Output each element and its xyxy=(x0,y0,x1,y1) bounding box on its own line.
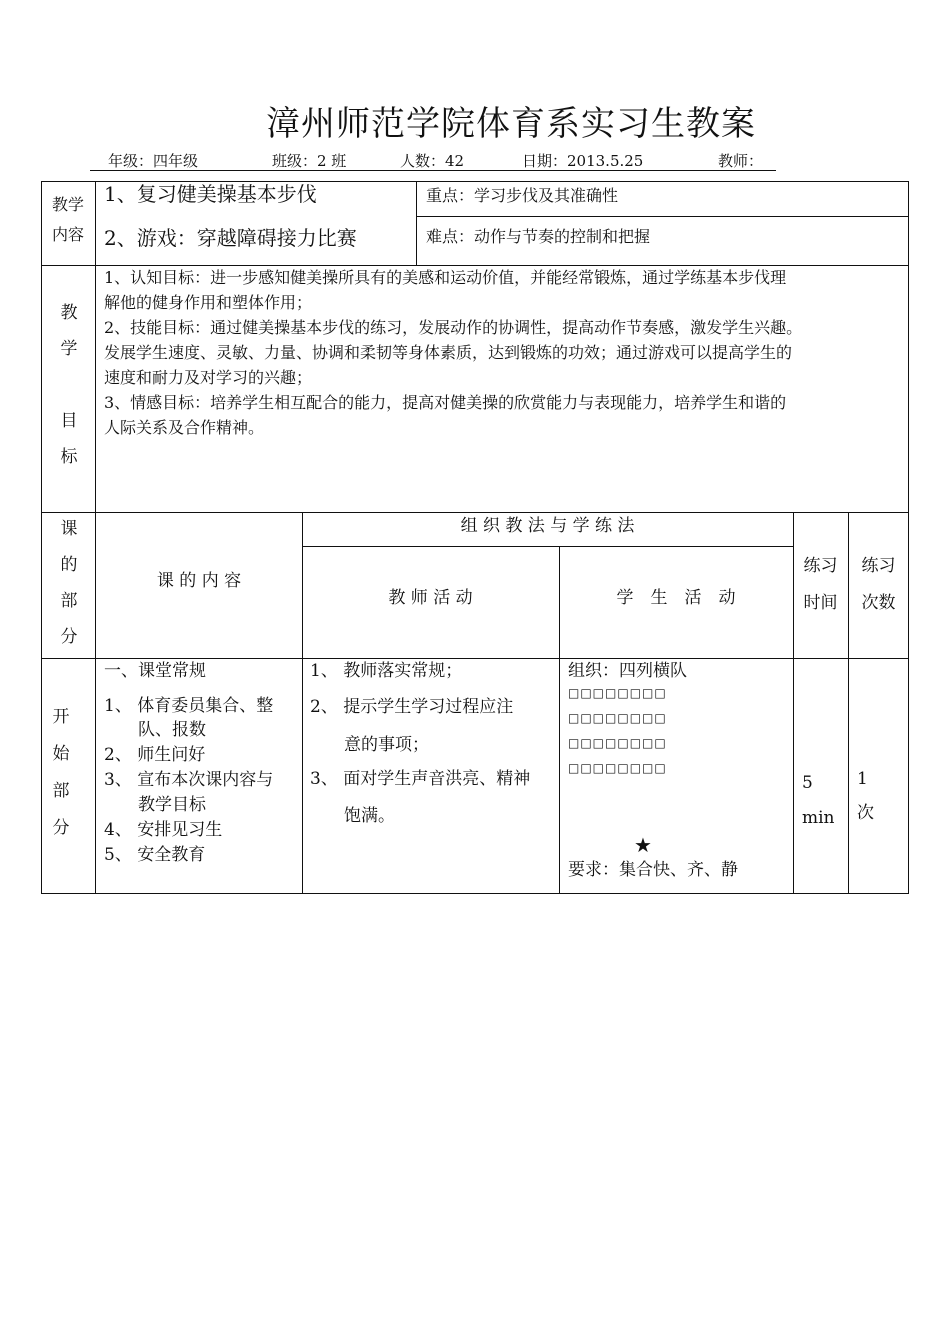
formation-grid xyxy=(568,681,667,781)
part-header-label: 课 的 部 分 xyxy=(60,519,78,647)
content-item-2: 2、游戏：穿越障碍接力比赛 xyxy=(104,226,357,250)
table-column-divider xyxy=(416,181,417,265)
date-info: 日期：2013.5.25 xyxy=(522,152,644,170)
goal-line: 3、情感目标：培养学生相互配合的能力，提高对健美操的欣赏能力与表现能力，培养学生和谐的 xyxy=(104,393,787,412)
routine-item: 5、 安全教育 xyxy=(104,845,206,865)
formation-row: □□□□□□□□ xyxy=(568,761,667,775)
teacher-position-star: ★ xyxy=(634,833,652,857)
table-column-divider xyxy=(95,181,96,894)
student-requirement: 要求：集合快、齐、静 xyxy=(568,860,738,880)
goals-label: 教 学 目 标 xyxy=(60,303,78,467)
goals-text xyxy=(104,265,904,440)
page-title: 漳州师范学院体育系实习生教案 xyxy=(266,104,756,144)
goal-line: 人际关系及合作精神。 xyxy=(104,418,265,437)
table-row-divider xyxy=(41,512,909,513)
routine-item: 1、 体育委员集合、整 xyxy=(104,696,274,716)
routine-item: 教学目标 xyxy=(104,795,206,815)
routine-item: 队、报数 xyxy=(104,720,206,740)
practice-time-header: 练习 时间 xyxy=(803,556,838,613)
formation-row: □□□□□□□□ xyxy=(568,711,667,725)
routine-item: 3、 宣布本次课内容与 xyxy=(104,770,274,790)
start-part-label: 开 始 部 分 xyxy=(52,707,70,838)
info-line xyxy=(90,150,776,171)
table-row-divider xyxy=(302,546,793,547)
practice-time-value: 5 min xyxy=(802,773,835,828)
goal-line: 2、技能目标：通过健美操基本步伐的练习，发展动作的协调性，提高动作节奏感，激发学生兴趣。 xyxy=(104,318,803,337)
routine-item: 2、 师生问好 xyxy=(104,745,206,765)
practice-count-value: 1 次 xyxy=(857,769,874,823)
routine-heading: 一、课堂常规 xyxy=(104,661,206,681)
formation-row: □□□□□□□□ xyxy=(568,736,667,750)
class-info: 班级：2 班 xyxy=(272,152,347,170)
table-column-divider xyxy=(302,512,303,894)
teacher-activity-header: 教 师 活 动 xyxy=(388,588,473,608)
teacher-activity-item: 1、 教师落实常规； xyxy=(310,661,463,681)
teacher-info: 教师： xyxy=(718,152,764,170)
goal-line: 发展学生速度、灵敏、力量、协调和柔韧等身体素质，达到锻炼的功效；通过游戏可以提高学生的 xyxy=(104,343,793,362)
content-header: 课 的 内 容 xyxy=(156,571,242,591)
routine-item: 4、 安排见习生 xyxy=(104,820,223,840)
formation-row: □□□□□□□□ xyxy=(568,686,667,700)
difficulty-point: 难点：动作与节奏的控制和把握 xyxy=(426,227,651,246)
key-point: 重点：学习步伐及其准确性 xyxy=(426,186,619,205)
content-label: 教学 内容 xyxy=(51,195,84,244)
content-item-1: 1、复习健美操基本步伐 xyxy=(104,182,317,206)
teacher-activity-item: 2、 提示学生学习过程应注 xyxy=(310,697,514,717)
table-row-divider xyxy=(416,216,909,217)
methods-header: 组 织 教 法 与 学 练 法 xyxy=(460,516,635,536)
teacher-activity-item: 意的事项； xyxy=(310,735,429,755)
teacher-activity-item: 3、 面对学生声音洪亮、精神 xyxy=(310,769,531,789)
teacher-activity-item: 饱满。 xyxy=(310,806,395,826)
student-organization: 组织：四列横队 xyxy=(568,661,687,681)
goal-line: 速度和耐力及对学习的兴趣； xyxy=(104,368,313,387)
goal-line: 解他的健身作用和塑体作用； xyxy=(104,293,313,312)
count-info: 人数：42 xyxy=(400,152,465,170)
practice-count-header: 练习 次数 xyxy=(861,556,896,613)
grade-info: 年级：四年级 xyxy=(108,152,199,170)
goal-line: 1、认知目标：进一步感知健美操所具有的美感和运动价值，并能经常锻炼，通过学练基本步伐理 xyxy=(104,268,787,287)
student-activity-header: 学 生 活 动 xyxy=(616,588,736,608)
